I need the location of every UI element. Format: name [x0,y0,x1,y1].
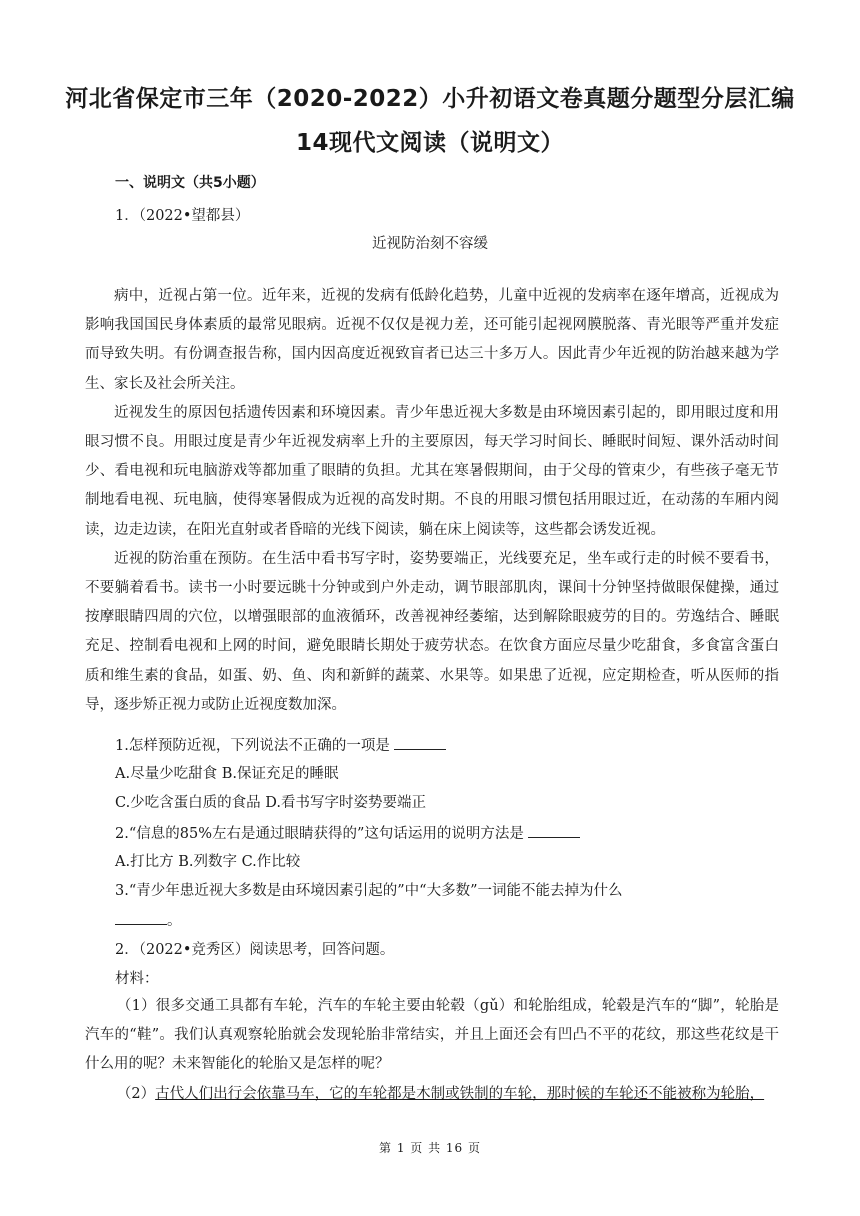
section-heading: 一、说明文（共5小题） [115,175,265,191]
article-body [85,282,779,720]
material-paragraph-1 [85,992,779,1080]
article-paragraph: 近视发生的原因包括遗传因素和环境因素。青少年患近视大多数是由环境因素引起的，即用眼过度和用眼习惯不良。用眼过度是青少年近视发病率上升的主要原因，每天学习时间长、睡眠时间短、课外活动时间少、看电视和玩电脑游戏等都加重了眼睛的负担。尤其在寒暑假期间，由于父母的管束少，有些孩子毫无节制地看电视、玩电脑，使得寒暑假成为近视的高发时期。不良的用眼习惯包括用眼过近，在动荡的车厢内阅读，边走边读，在阳光直射或者昏暗的光线下阅读，躺在床上阅读等，这些都会诱发近视。 [85,404,779,538]
question-2-source: 2．（2022•竞秀区）阅读思考，回答问题。 [115,942,395,958]
period: 。 [167,913,182,929]
document-title-line1: 河北省保定市三年（2020-2022）小升初语文卷真题分题型分层汇编 [65,86,795,112]
material-label: 材料： [115,971,159,987]
sub-question-2-options: A.打比方 B.列数字 C.作比较 [115,854,301,870]
material-paragraph-2-text [85,1080,779,1109]
article-paragraph: 近视的防治重在预防。在生活中看书写字时，姿势要端正，光线要充足，坐车或行走的时候不要看书，不要躺着看书。读书一小时要远眺十分钟或到户外走动，调节眼部肌肉，课间十分钟坚持做眼保健操，通过按摩眼睛四周的穴位，以增强眼部的血液循环，改善视神经萎缩，达到解除眼疲劳的目的。劳逸结合、睡眠充足、控制看电视和上网的时间，避免眼睛长期处于疲劳状态。在饮食方面应尽量少吃甜食，多食富含蛋白质和维生素的食品，如蛋、奶、鱼、肉和新鲜的蔬菜、水果等。如果患了近视，应定期检查，听从医师的指导，逐步矫正视力或防止近视度数加深。 [85,550,779,713]
answer-blank[interactable] [394,735,446,750]
material-paragraph-2 [85,1080,779,1109]
sub-question-3: 3.“青少年患近视大多数是由环境因素引起的”中“大多数”一词能不能去掉为什么 [115,883,623,899]
article-title: 近视防治刻不容缓 [372,236,488,252]
underlined-sentence: 古代人们出行会依靠马车，它的车轮都是木制或铁制的车轮，那时候的车轮还不能被称为轮胎， [155,1086,765,1102]
sub-question-1-text: 1.怎样预防近视，下列说法不正确的一项是 [115,738,390,754]
sub-question-3-answer-line [115,910,182,931]
article-paragraph: 病中，近视占第一位。近年来，近视的发病有低龄化趋势，儿童中近视的发病率在逐年增高，近视成为影响我国国民身体素质的最常见眼病。近视不仅仅是视力差，还可能引起视网膜脱落、青光眼等严重并发症而导致失明。有份调查报告称，国内因高度近视致盲者已达三十多万人。因此青少年近视的防治越来越为学生、家长及社会所关注。 [85,288,779,392]
answer-blank[interactable] [115,910,167,925]
sub-question-2-text: 2.“信息的85%左右是通过眼睛获得的”这句话运用的说明方法是 [115,826,524,842]
sub-question-1-options-ab: A.尽量少吃甜食 B.保证充足的睡眠 [115,766,339,782]
material-paragraph-1-text: （1）很多交通工具都有车轮，汽车的车轮主要由轮毂（gǔ）和轮胎组成，轮毂是汽车的“脚”，轮胎是汽车的“鞋”。我们认真观察轮胎就会发现轮胎非常结实，并且上面还会有凹凸不平的花纹，那这些花纹是干什么用的呢？未来智能化的轮胎又是怎样的呢？ [85,998,779,1073]
document-title-line2: 14现代文阅读（说明文） [295,130,564,156]
sub-question-1-options-cd: C.少吃含蛋白质的食品 D.看书写字时姿势要端正 [115,795,427,811]
sub-question-1 [115,735,446,756]
answer-blank[interactable] [528,823,580,838]
page-footer: 第 1 页 共 16 页 [379,1141,481,1155]
question-1-source: 1．（2022•望都县） [115,208,250,224]
sub-question-2 [115,823,580,844]
paragraph-number: （2） [116,1086,156,1102]
